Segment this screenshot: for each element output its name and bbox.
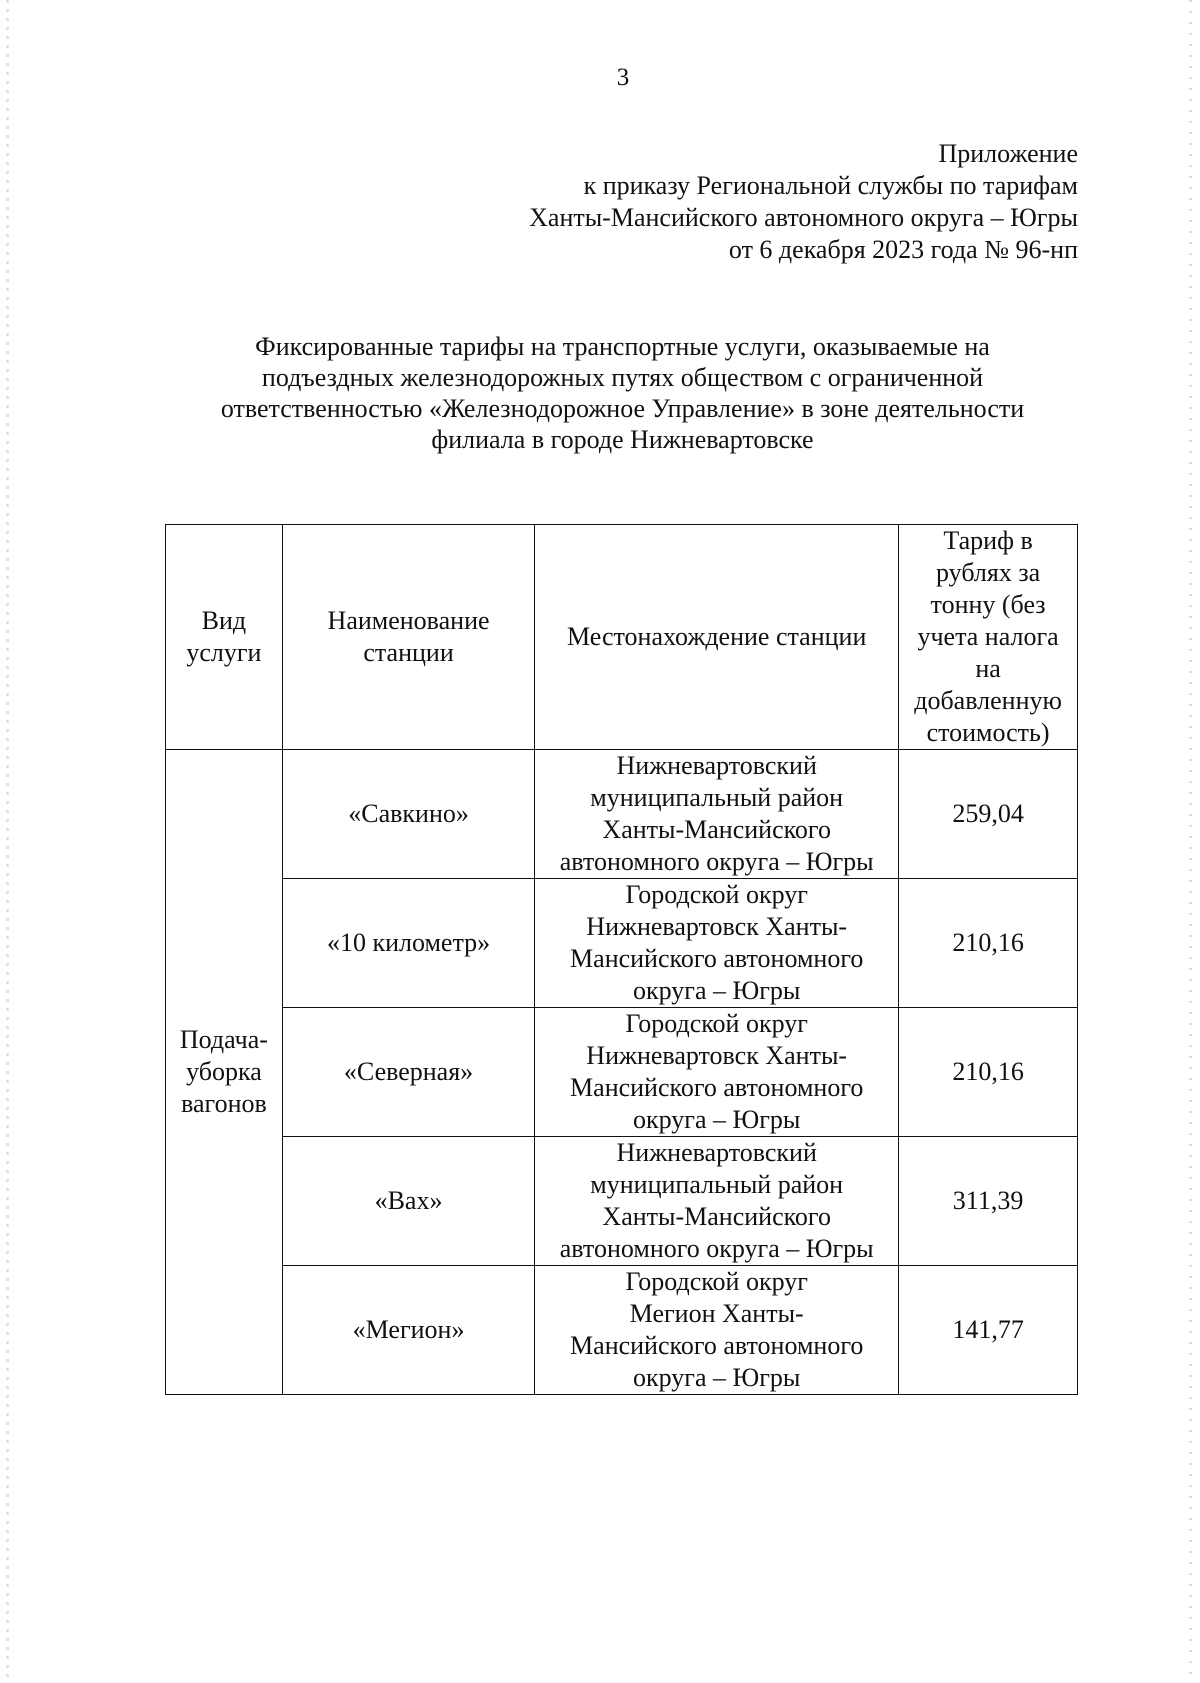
table-row: [166, 879, 1078, 1008]
station-location-cell: [535, 1008, 899, 1137]
header-text-line: учета налога: [917, 622, 1059, 651]
header-station-name: [282, 525, 534, 750]
tariff-value-cell: 210,16: [899, 1008, 1078, 1137]
header-text-line: станции: [363, 638, 454, 667]
service-type-line: Подача-: [179, 1025, 268, 1054]
service-type-line: вагонов: [181, 1089, 267, 1118]
station-location-cell: [535, 879, 899, 1008]
station-location-cell: [535, 1266, 899, 1395]
title-line-2: подъездных железнодорожных путях обществом с ограниченной: [261, 363, 984, 392]
header-text-line: добавленную: [914, 686, 1062, 715]
service-type-line: уборка: [186, 1057, 262, 1086]
tariff-value-cell: 210,16: [899, 879, 1078, 1008]
location-line: Ханты-Мансийского: [602, 815, 831, 844]
appendix-line-4: от 6 декабря 2023 года № 96-нп: [728, 235, 1078, 264]
document-title: [160, 331, 1085, 455]
appendix-header: [529, 138, 1078, 266]
title-line-4: филиала в городе Нижневартовске: [431, 425, 814, 454]
station-name-cell: «Вах»: [282, 1137, 534, 1266]
header-text-line: Вид: [201, 606, 247, 635]
table-row: [166, 1008, 1078, 1137]
title-line-1: Фиксированные тарифы на транспортные услуги, оказываемые на: [255, 332, 990, 361]
header-station-location: [535, 525, 899, 750]
table-row: [166, 1266, 1078, 1395]
appendix-line-1: Приложение: [938, 139, 1078, 168]
header-text-line: Наименование: [327, 606, 490, 635]
station-name-cell: «Северная»: [282, 1008, 534, 1137]
location-line: Городской округ: [625, 1267, 808, 1296]
appendix-line-3: Ханты-Мансийского автономного округа – Югры: [529, 203, 1078, 232]
title-line-3: ответственностью «Железнодорожное Управление» в зоне деятельности: [220, 394, 1025, 423]
header-text-line: на: [975, 654, 1001, 683]
location-line: автономного округа – Югры: [559, 847, 874, 876]
station-name-cell: «Мегион»: [282, 1266, 534, 1395]
location-line: округа – Югры: [633, 976, 801, 1005]
location-line: Мансийского автономного: [570, 1073, 864, 1102]
header-text-line: Тариф в: [943, 526, 1033, 555]
scan-edge-right: [1189, 0, 1192, 1683]
header-text-line: тонну (без: [930, 590, 1046, 619]
location-line: Городской округ: [625, 880, 808, 909]
station-location-cell: [535, 1137, 899, 1266]
scan-edge-left: [6, 0, 9, 1683]
table-row: [166, 750, 1078, 879]
location-line: Городской округ: [625, 1009, 808, 1038]
location-line: Ханты-Мансийского: [602, 1202, 831, 1231]
header-text-line: стоимость): [926, 718, 1050, 747]
header-text-line: Местонахождение станции: [567, 622, 867, 651]
table-header-row: [166, 525, 1078, 750]
location-line: Мегион Ханты-: [629, 1299, 804, 1328]
location-line: Нижневартовский: [616, 751, 817, 780]
location-line: Мансийского автономного: [570, 1331, 864, 1360]
station-name-cell: «10 километр»: [282, 879, 534, 1008]
location-line: округа – Югры: [633, 1105, 801, 1134]
location-line: Нижневартовский: [616, 1138, 817, 1167]
header-service-type: [166, 525, 283, 750]
tariff-table: [165, 524, 1078, 1395]
location-line: Нижневартовск Ханты-: [586, 1041, 848, 1070]
table-row: [166, 1137, 1078, 1266]
appendix-line-2: к приказу Региональной службы по тарифам: [583, 171, 1078, 200]
tariff-value-cell: 311,39: [899, 1137, 1078, 1266]
location-line: автономного округа – Югры: [559, 1234, 874, 1263]
tariff-value-cell: 141,77: [899, 1266, 1078, 1395]
tariff-value-cell: 259,04: [899, 750, 1078, 879]
page-number: 3: [616, 64, 630, 91]
location-line: муниципальный район: [590, 783, 844, 812]
station-location-cell: [535, 750, 899, 879]
header-tariff: [899, 525, 1078, 750]
header-text-line: рублях за: [936, 558, 1041, 587]
service-type-cell: [166, 750, 283, 1395]
header-text-line: услуги: [186, 638, 262, 667]
location-line: Нижневартовск Ханты-: [586, 912, 848, 941]
location-line: Мансийского автономного: [570, 944, 864, 973]
location-line: муниципальный район: [590, 1170, 844, 1199]
station-name-cell: «Савкино»: [282, 750, 534, 879]
location-line: округа – Югры: [633, 1363, 801, 1392]
